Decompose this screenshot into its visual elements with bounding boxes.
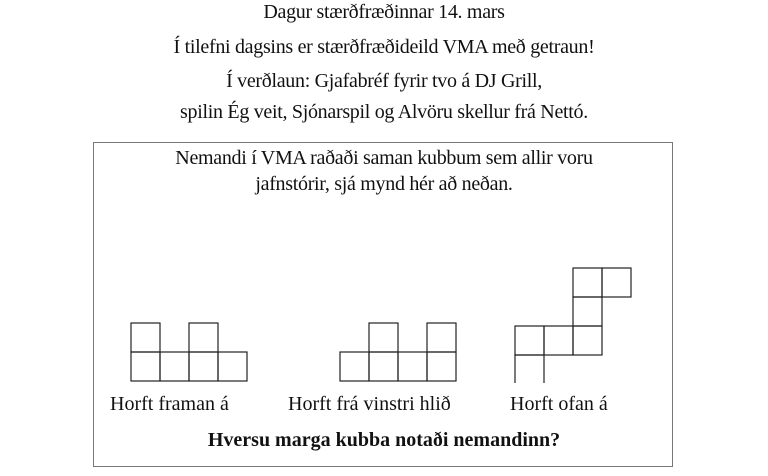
front-view-figure <box>130 322 252 382</box>
cube-cell <box>189 323 218 352</box>
cube-cell <box>573 297 602 326</box>
cube-cell <box>189 352 218 381</box>
page-title: Dagur stærðfræðinnar 14. mars <box>263 1 505 23</box>
question: Hversu marga kubba notaði nemandinn? <box>207 429 561 451</box>
cube-cell <box>427 323 456 352</box>
cube-cell <box>218 352 247 381</box>
cube-cell <box>398 352 427 381</box>
cube-cell <box>340 352 369 381</box>
puzzle-intro-line-2: jafnstórir, sjá mynd hér að neðan. <box>255 173 513 195</box>
cube-cell <box>369 323 398 352</box>
cube-cell <box>427 352 456 381</box>
cube-cell <box>573 268 602 297</box>
left-view-caption: Horft frá vinstri hlið <box>288 393 451 415</box>
front-view-caption: Horft framan á <box>110 393 229 415</box>
cube-cell <box>573 326 602 355</box>
top-view-figure <box>514 267 636 383</box>
left-side-view-figure <box>339 322 461 382</box>
prize-line-1: Í verðlaun: Gjafabréf fyrir tvo á DJ Grill, <box>226 70 542 92</box>
cube-cell <box>515 355 544 383</box>
puzzle-intro-line-1: Nemandi í VMA raðaði saman kubbum sem allir voru <box>175 147 593 169</box>
cube-cell <box>515 326 544 355</box>
top-view-caption: Horft ofan á <box>510 393 608 415</box>
cube-cell <box>160 352 189 381</box>
cube-cell <box>544 326 573 355</box>
cube-cell <box>602 268 631 297</box>
cube-cell <box>131 323 160 352</box>
subtitle: Í tilefni dagsins er stærðfræðideild VMA með getraun! <box>173 36 595 58</box>
cube-cell <box>131 352 160 381</box>
prize-line-2: spilin Ég veit, Sjónarspil og Alvöru skellur frá Nettó. <box>180 101 588 123</box>
cube-cell <box>369 352 398 381</box>
